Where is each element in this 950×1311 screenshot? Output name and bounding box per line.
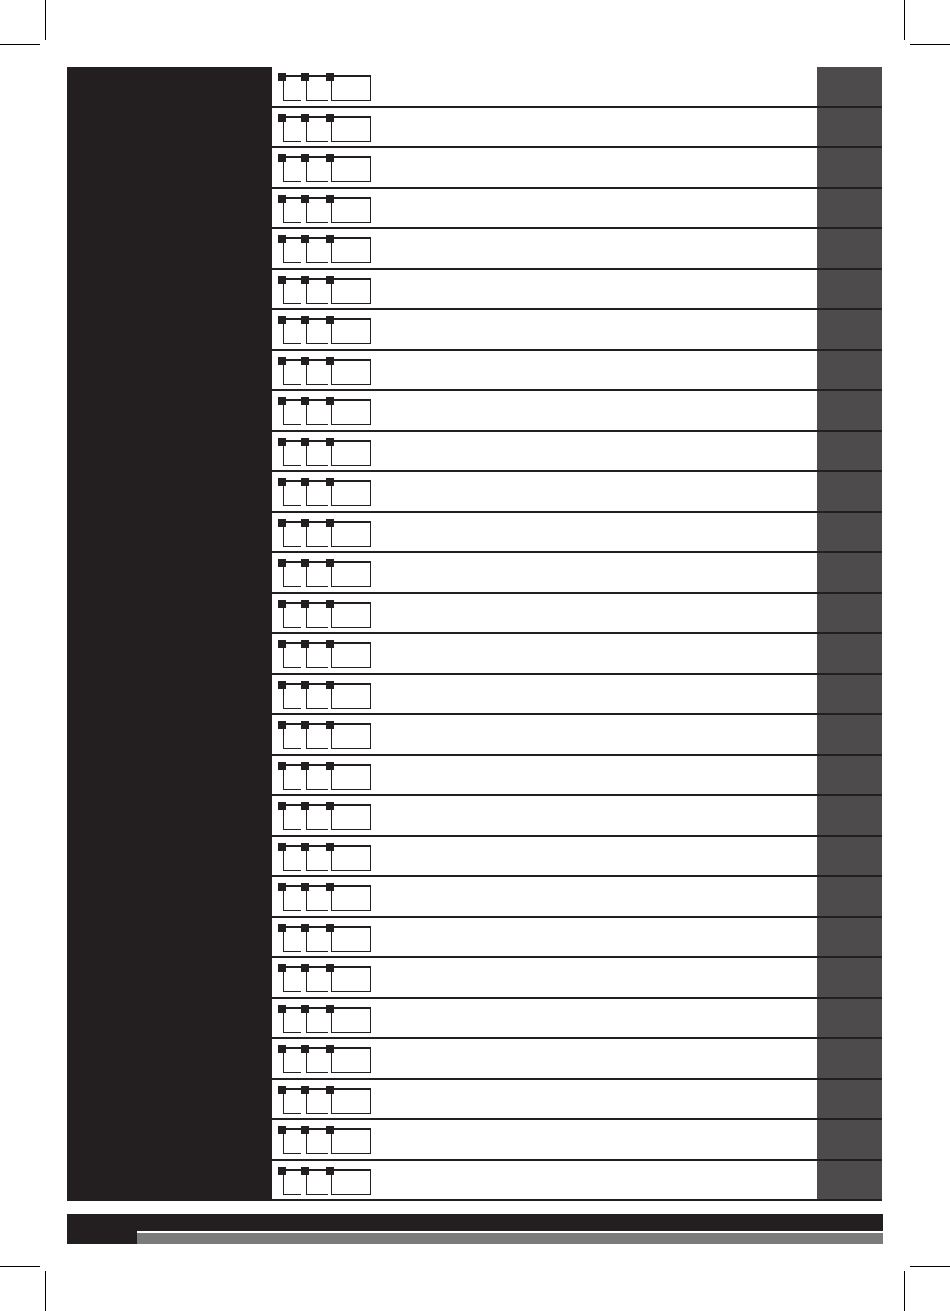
entry-box-3[interactable] (331, 1047, 371, 1073)
row-label-cell (67, 715, 272, 754)
form-row (67, 189, 882, 230)
row-label-cell (67, 958, 272, 997)
row-label (67, 526, 73, 538)
row-label (67, 80, 73, 92)
footer-page-label (67, 1219, 73, 1230)
row-value-cell (817, 1080, 882, 1119)
entry-box-3[interactable] (331, 885, 371, 911)
row-value-cell (817, 108, 882, 147)
row-label (67, 1012, 73, 1024)
row-value (817, 202, 823, 214)
entry-box-1[interactable] (283, 723, 301, 749)
entry-box-1[interactable] (283, 1007, 301, 1033)
row-value (817, 688, 823, 700)
entry-box-1[interactable] (283, 440, 301, 466)
row-value-cell (817, 918, 882, 957)
row-label-cell (67, 67, 272, 106)
entry-box-2[interactable] (306, 561, 328, 587)
entry-box-3[interactable] (331, 1088, 371, 1114)
entry-box-1[interactable] (283, 1047, 301, 1073)
form-row (67, 270, 882, 311)
row-label-cell (67, 756, 272, 795)
row-value-cell (817, 675, 882, 714)
entry-box-1[interactable] (283, 845, 301, 871)
entry-box-2[interactable] (306, 278, 328, 304)
row-value-cell (817, 513, 882, 552)
form-row (67, 837, 882, 878)
entry-box-3[interactable] (331, 399, 371, 425)
entry-box-3[interactable] (331, 318, 371, 344)
entry-box-2[interactable] (306, 642, 328, 668)
row-label (67, 1174, 73, 1186)
row-value-cell (817, 877, 882, 916)
form-row (67, 675, 882, 716)
row-value (817, 161, 823, 173)
entry-box-2[interactable] (306, 237, 328, 263)
entry-box-3[interactable] (331, 764, 371, 790)
entry-box-2[interactable] (306, 1128, 328, 1154)
row-label-cell (67, 351, 272, 390)
row-value (817, 890, 823, 902)
row-value (817, 607, 823, 619)
row-value-cell (817, 270, 882, 309)
entry-box-3[interactable] (331, 237, 371, 263)
entry-box-1[interactable] (283, 683, 301, 709)
entry-box-2[interactable] (306, 885, 328, 911)
row-value-cell (817, 351, 882, 390)
form-row (67, 391, 882, 432)
row-value-cell (817, 310, 882, 349)
entry-box-2[interactable] (306, 1088, 328, 1114)
row-label (67, 607, 73, 619)
row-value (817, 121, 823, 133)
row-label (67, 809, 73, 821)
row-label (67, 769, 73, 781)
form-row (67, 756, 882, 797)
row-label-cell (67, 270, 272, 309)
row-label (67, 242, 73, 254)
form-row (67, 877, 882, 918)
row-label-cell (67, 229, 272, 268)
entry-box-1[interactable] (283, 561, 301, 587)
form-row (67, 1080, 882, 1121)
row-label (67, 728, 73, 740)
row-value (817, 80, 823, 92)
entry-box-2[interactable] (306, 480, 328, 506)
entry-box-2[interactable] (306, 399, 328, 425)
row-value (817, 1133, 823, 1145)
row-value (817, 364, 823, 376)
row-label (67, 1052, 73, 1064)
row-label-cell (67, 999, 272, 1038)
entry-box-1[interactable] (283, 966, 301, 992)
entry-box-2[interactable] (306, 75, 328, 101)
row-value-cell (817, 553, 882, 592)
row-label-cell (67, 148, 272, 187)
row-value (817, 445, 823, 457)
row-value-cell (817, 472, 882, 511)
entry-box-3[interactable] (331, 561, 371, 587)
form-row (67, 1120, 882, 1161)
form-row (67, 999, 882, 1040)
row-value-cell (817, 189, 882, 228)
entry-box-2[interactable] (306, 845, 328, 871)
row-label (67, 688, 73, 700)
form-row (67, 148, 882, 189)
row-value (817, 242, 823, 254)
entry-box-2[interactable] (306, 926, 328, 952)
row-value (817, 769, 823, 781)
entry-box-2[interactable] (306, 156, 328, 182)
row-value (817, 1093, 823, 1105)
row-label-cell (67, 837, 272, 876)
form-row (67, 108, 882, 149)
entry-box-3[interactable] (331, 723, 371, 749)
entry-box-2[interactable] (306, 602, 328, 628)
row-label (67, 404, 73, 416)
row-value (817, 485, 823, 497)
crop-mark-top-right-vertical (904, 0, 905, 40)
row-label-cell (67, 472, 272, 511)
row-value-cell (817, 796, 882, 835)
entry-box-3[interactable] (331, 278, 371, 304)
form-table (67, 67, 882, 1201)
row-label (67, 485, 73, 497)
row-value (817, 850, 823, 862)
entry-box-1[interactable] (283, 116, 301, 142)
entry-box-3[interactable] (331, 926, 371, 952)
row-label-cell (67, 553, 272, 592)
row-label (67, 121, 73, 133)
crop-mark-bottom-left-horizontal (0, 1266, 40, 1267)
page-footer (67, 1214, 883, 1244)
row-label (67, 931, 73, 943)
form-row (67, 634, 882, 675)
form-row (67, 1039, 882, 1080)
entry-box-1[interactable] (283, 399, 301, 425)
entry-box-1[interactable] (283, 1169, 301, 1195)
entry-box-1[interactable] (283, 926, 301, 952)
row-label-cell (67, 918, 272, 957)
entry-box-3[interactable] (331, 440, 371, 466)
row-label-cell (67, 877, 272, 916)
entry-box-1[interactable] (283, 480, 301, 506)
row-value-cell (817, 1120, 882, 1159)
row-value-cell (817, 715, 882, 754)
form-row (67, 715, 882, 756)
row-value-cell (817, 1039, 882, 1078)
row-value (817, 971, 823, 983)
row-label-cell (67, 1120, 272, 1159)
row-label-cell (67, 594, 272, 633)
form-row (67, 310, 882, 351)
form-row (67, 958, 882, 999)
row-value (817, 566, 823, 578)
entry-box-1[interactable] (283, 521, 301, 547)
entry-box-1[interactable] (283, 197, 301, 223)
crop-mark-top-left-horizontal (0, 44, 40, 45)
entry-box-2[interactable] (306, 764, 328, 790)
row-value-cell (817, 958, 882, 997)
row-value (817, 283, 823, 295)
form-row (67, 432, 882, 473)
row-label (67, 161, 73, 173)
row-label (67, 566, 73, 578)
footer-band (67, 1214, 883, 1231)
row-label (67, 971, 73, 983)
entry-box-2[interactable] (306, 197, 328, 223)
row-label-cell (67, 1039, 272, 1078)
entry-box-3[interactable] (331, 359, 371, 385)
entry-box-1[interactable] (283, 1088, 301, 1114)
row-value (817, 647, 823, 659)
row-label (67, 890, 73, 902)
entry-box-3[interactable] (331, 1007, 371, 1033)
row-label (67, 850, 73, 862)
form-row (67, 796, 882, 837)
row-label (67, 364, 73, 376)
entry-box-2[interactable] (306, 116, 328, 142)
form-row (67, 594, 882, 635)
entry-box-2[interactable] (306, 521, 328, 547)
row-value (817, 526, 823, 538)
row-label (67, 1093, 73, 1105)
row-label (67, 202, 73, 214)
row-label-cell (67, 1161, 272, 1200)
row-value-cell (817, 391, 882, 430)
footer-left-block (67, 1231, 137, 1244)
row-label-cell (67, 513, 272, 552)
entry-box-2[interactable] (306, 1169, 328, 1195)
row-label-cell (67, 310, 272, 349)
entry-box-2[interactable] (306, 804, 328, 830)
entry-box-1[interactable] (283, 602, 301, 628)
row-label-cell (67, 675, 272, 714)
row-value (817, 728, 823, 740)
row-label-cell (67, 1080, 272, 1119)
entry-box-1[interactable] (283, 237, 301, 263)
entry-box-1[interactable] (283, 318, 301, 344)
row-label (67, 1133, 73, 1145)
entry-box-3[interactable] (331, 480, 371, 506)
entry-box-3[interactable] (331, 804, 371, 830)
form-row (67, 229, 882, 270)
row-value-cell (817, 432, 882, 471)
row-value (817, 931, 823, 943)
entry-box-1[interactable] (283, 278, 301, 304)
row-value (817, 1012, 823, 1024)
row-value-cell (817, 594, 882, 633)
entry-box-2[interactable] (306, 318, 328, 344)
entry-box-3[interactable] (331, 602, 371, 628)
crop-mark-bottom-left-vertical (45, 1271, 46, 1311)
row-label-cell (67, 391, 272, 430)
row-value-cell (817, 1161, 882, 1200)
row-label-cell (67, 432, 272, 471)
form-row (67, 67, 882, 108)
row-label (67, 445, 73, 457)
row-value-cell (817, 634, 882, 673)
entry-box-2[interactable] (306, 1007, 328, 1033)
entry-box-1[interactable] (283, 359, 301, 385)
entry-box-2[interactable] (306, 723, 328, 749)
form-row (67, 472, 882, 513)
row-label-cell (67, 634, 272, 673)
row-label-cell (67, 108, 272, 147)
row-value (817, 1174, 823, 1186)
entry-box-1[interactable] (283, 156, 301, 182)
row-value-cell (817, 67, 882, 106)
row-label (67, 323, 73, 335)
row-value (817, 323, 823, 335)
entry-box-3[interactable] (331, 116, 371, 142)
entry-box-1[interactable] (283, 75, 301, 101)
entry-box-1[interactable] (283, 642, 301, 668)
entry-box-3[interactable] (331, 521, 371, 547)
entry-box-1[interactable] (283, 764, 301, 790)
row-label-cell (67, 189, 272, 228)
row-value (817, 809, 823, 821)
row-value (817, 1052, 823, 1064)
footer-bar (137, 1233, 883, 1244)
entry-box-3[interactable] (331, 156, 371, 182)
row-label (67, 647, 73, 659)
entry-box-3[interactable] (331, 642, 371, 668)
row-value-cell (817, 229, 882, 268)
crop-mark-bottom-right-vertical (904, 1271, 905, 1311)
entry-box-2[interactable] (306, 966, 328, 992)
form-row (67, 513, 882, 554)
row-value-cell (817, 148, 882, 187)
entry-box-1[interactable] (283, 1128, 301, 1154)
entry-box-2[interactable] (306, 359, 328, 385)
entry-box-1[interactable] (283, 804, 301, 830)
crop-mark-top-right-horizontal (910, 44, 950, 45)
entry-box-2[interactable] (306, 683, 328, 709)
entry-box-2[interactable] (306, 1047, 328, 1073)
row-value-cell (817, 837, 882, 876)
row-value-cell (817, 999, 882, 1038)
entry-box-3[interactable] (331, 197, 371, 223)
form-row (67, 918, 882, 959)
entry-box-3[interactable] (331, 1169, 371, 1195)
form-row (67, 553, 882, 594)
row-label-cell (67, 796, 272, 835)
entry-box-3[interactable] (331, 845, 371, 871)
entry-box-3[interactable] (331, 1128, 371, 1154)
row-label (67, 283, 73, 295)
row-value-cell (817, 756, 882, 795)
crop-mark-top-left-vertical (45, 0, 46, 40)
form-row (67, 351, 882, 392)
row-value (817, 404, 823, 416)
entry-box-2[interactable] (306, 440, 328, 466)
entry-box-3[interactable] (331, 683, 371, 709)
form-row (67, 1161, 882, 1202)
entry-box-1[interactable] (283, 885, 301, 911)
entry-box-3[interactable] (331, 966, 371, 992)
crop-mark-bottom-right-horizontal (910, 1266, 950, 1267)
entry-box-3[interactable] (331, 75, 371, 101)
